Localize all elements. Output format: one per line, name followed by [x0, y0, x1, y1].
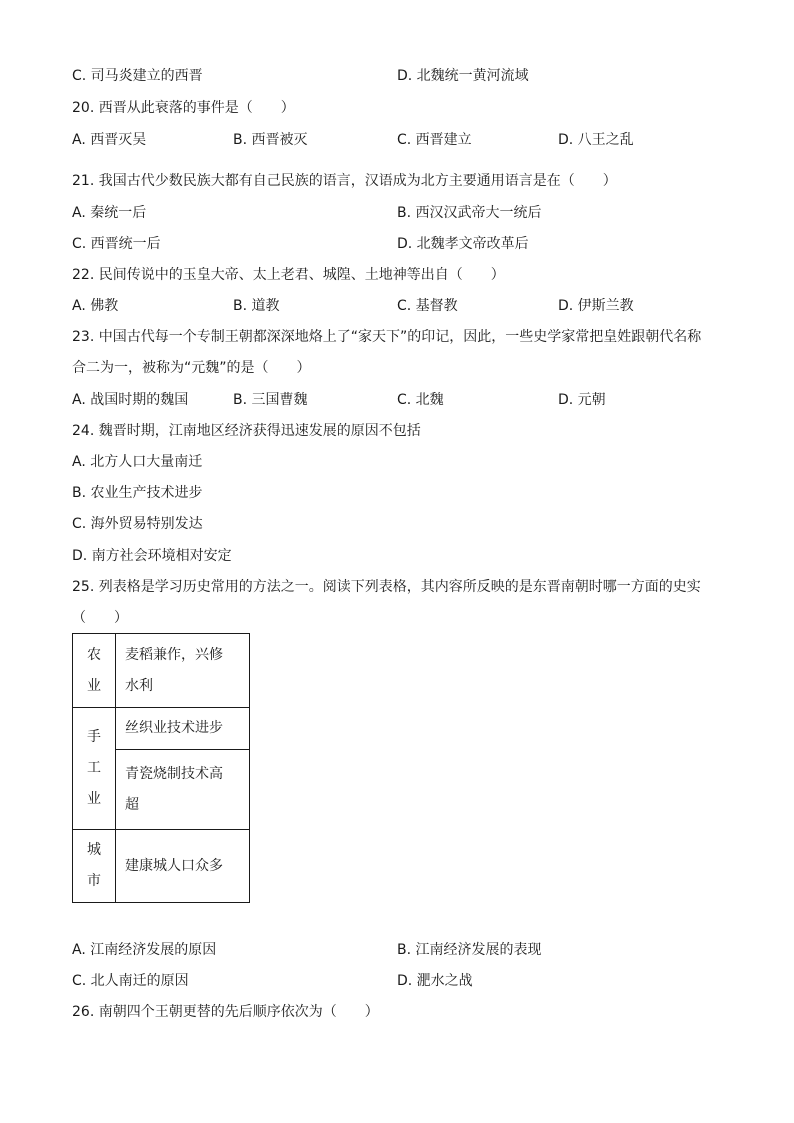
desc-city — [116, 830, 250, 903]
q25-option-c: C. 北人南迁的原因 — [72, 973, 189, 989]
desc-line: 建康城人口众多 — [125, 857, 223, 874]
category-char: 工 — [87, 760, 101, 776]
q22-option-d: D. 伊斯兰教 — [558, 298, 634, 314]
desc-line: 超 — [125, 796, 139, 813]
desc-handicraft-porcelain — [116, 750, 250, 830]
history-table — [72, 633, 250, 903]
desc-agriculture — [116, 634, 250, 708]
q20-option-a: A. 西晋灭吴 — [72, 132, 147, 148]
question-25-stem-line1: 25. 列表格是学习历史常用的方法之一。阅读下列表格，其内容所反映的是东晋南朝时哪一方面的史实 — [72, 579, 701, 595]
category-handicraft — [73, 708, 116, 830]
desc-handicraft-silk — [116, 708, 250, 750]
desc-line: 青瓷烧制技术高 — [125, 765, 223, 782]
q23-option-c: C. 北魏 — [397, 392, 444, 408]
q22-option-a: A. 佛教 — [72, 298, 119, 314]
q24-option-a: A. 北方人口大量南迁 — [72, 454, 203, 470]
q19-option-c: C. 司马炎建立的西晋 — [72, 68, 203, 84]
table-row-city — [73, 830, 250, 903]
category-char: 业 — [87, 677, 101, 694]
q25-option-b: B. 江南经济发展的表现 — [397, 942, 542, 958]
question-22-stem: 22. 民间传说中的玉皇大帝、太上老君、城隍、土地神等出自（ ） — [72, 267, 505, 283]
question-23-stem-line2: 合二为一，被称为“元魏”的是（ ） — [72, 360, 311, 376]
question-25-stem-line2: （ ） — [72, 610, 128, 626]
question-21-stem: 21. 我国古代少数民族大都有自己民族的语言，汉语成为北方主要通用语言是在（ ） — [72, 173, 617, 189]
q23-option-a: A. 战国时期的魏国 — [72, 392, 189, 408]
table-row-agriculture — [73, 634, 250, 708]
category-city — [73, 830, 116, 903]
q24-option-d: D. 南方社会环境相对安定 — [72, 548, 232, 564]
q20-option-d: D. 八王之乱 — [558, 132, 634, 148]
q19-option-d: D. 北魏统一黄河流域 — [397, 68, 529, 84]
q21-option-c: C. 西晋统一后 — [72, 236, 161, 252]
q24-option-b: B. 农业生产技术进步 — [72, 485, 203, 501]
q22-option-b: B. 道教 — [233, 298, 280, 314]
q22-option-c: C. 基督教 — [397, 298, 458, 314]
category-char: 农 — [87, 646, 101, 663]
category-char: 城 — [87, 842, 101, 858]
desc-line: 水利 — [125, 677, 153, 694]
question-24-stem: 24. 魏晋时期，江南地区经济获得迅速发展的原因不包括 — [72, 423, 421, 439]
q25-option-a: A. 江南经济发展的原因 — [72, 942, 217, 958]
q23-option-d: D. 元朝 — [558, 392, 606, 408]
q21-option-b: B. 西汉汉武帝大一统后 — [397, 205, 542, 221]
q24-option-c: C. 海外贸易特别发达 — [72, 516, 203, 532]
q21-option-a: A. 秦统一后 — [72, 205, 147, 221]
q23-option-b: B. 三国曹魏 — [233, 392, 308, 408]
category-agriculture — [73, 634, 116, 708]
table-row-handicraft-1 — [73, 708, 250, 750]
category-char: 手 — [87, 729, 101, 745]
q20-option-b: B. 西晋被灭 — [233, 132, 308, 148]
desc-line: 麦稻兼作，兴修 — [125, 646, 223, 663]
category-char: 业 — [87, 791, 101, 807]
question-26-stem: 26. 南朝四个王朝更替的先后顺序依次为（ ） — [72, 1004, 379, 1020]
q20-option-c: C. 西晋建立 — [397, 132, 472, 148]
question-20-stem: 20. 西晋从此衰落的事件是（ ） — [72, 100, 295, 116]
q25-option-d: D. 淝水之战 — [397, 973, 473, 989]
question-23-stem-line1: 23. 中国古代每一个专制王朝都深深地烙上了“家天下”的印记，因此，一些史学家常把皇姓跟朝代名称 — [72, 329, 702, 345]
category-char: 市 — [87, 873, 101, 889]
desc-line: 丝织业技术进步 — [125, 720, 223, 736]
q21-option-d: D. 北魏孝文帝改革后 — [397, 236, 529, 252]
